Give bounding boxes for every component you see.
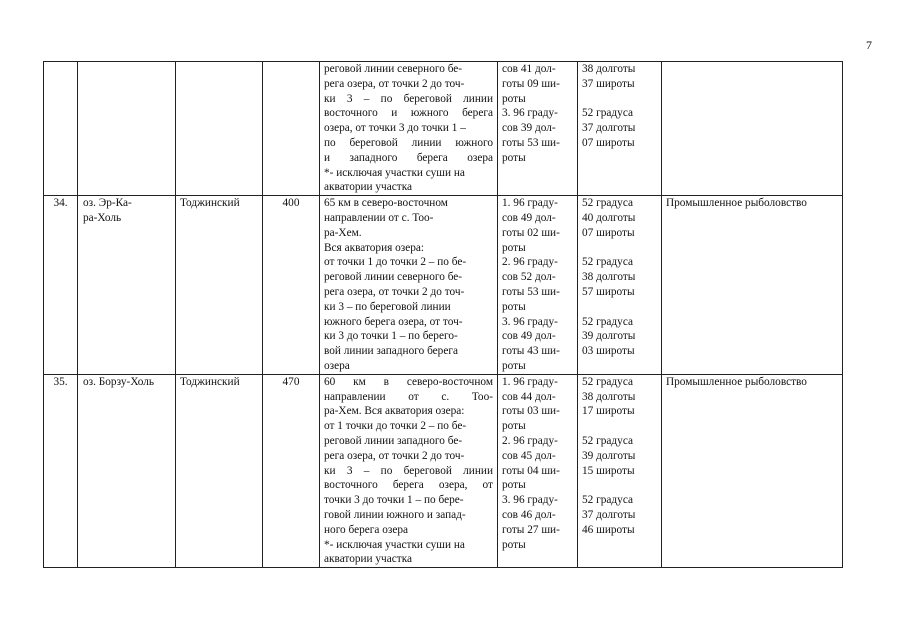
boundary-description-cell [320,62,498,196]
coordinate-degree-line: 17 широты [582,405,635,418]
description-line: Вся акватория озера: [324,241,425,254]
coordinate-degree-line: 52 градуса [582,107,633,120]
area-value: 400 [282,197,300,210]
purpose-cell [662,196,843,375]
blank-line [582,419,657,434]
description-line: направлении от с. Тоо- [324,390,493,403]
coordinates-cell [498,62,578,196]
description-line: акватории участка [324,181,413,194]
coordinate-degree-line: 37 долготы [582,122,636,135]
description-line: восточного берега озера, от [324,479,493,492]
lake-name-cell [78,62,176,196]
description-line: реговой линии северного бе- [324,63,463,75]
description-line: вой линии западного берега [324,345,458,358]
district-cell [176,62,263,196]
coordinate-line: 1. 96 граду- [502,375,558,388]
row-number-cell [44,374,78,567]
description-line: от 1 точки до точки 2 – по бе- [324,420,467,433]
coordinate-degree-line: 39 долготы [582,330,636,343]
coordinate-degree-line: 52 градуса [582,494,633,507]
lake-name-line: оз. Борзу-Холь [83,375,155,388]
coordinate-line: готы 53 ши- [502,285,560,298]
row-number: 34. [53,197,68,210]
coordinate-line: готы 53 ши- [502,136,560,149]
description-line: рега озера, от точки 2 до точ- [324,449,465,462]
row-number: 35. [53,375,68,388]
fishing-areas-table [43,61,843,568]
coordinate-line: готы 04 ши- [502,464,560,477]
description-line: ки 3 – по береговой линии [324,464,493,477]
coordinate-line: сов 41 дол- [502,63,556,75]
coordinate-line: сов 49 дол- [502,211,556,224]
table-body [44,62,843,568]
area-cell [263,374,320,567]
coordinate-line: сов 39 дол- [502,122,556,135]
district-cell [176,196,263,375]
purpose-text: Промышленное рыболовство [666,375,807,388]
blank-line [582,300,657,315]
description-line: *- исключая участки суши на [324,166,465,179]
coordinate-degree-line: 37 широты [582,77,635,90]
table-row [44,374,843,567]
coordinate-degree-line: 52 градуса [582,256,633,269]
coordinate-line: 1. 96 граду- [502,197,558,210]
description-line: озера [324,359,350,372]
boundary-description-cell [320,374,498,567]
purpose-text: Промышленное рыболовство [666,197,807,210]
description-line: 60 км в северо-восточном [324,375,493,388]
blank-line [582,241,657,256]
coordinate-degree-line: 39 долготы [582,449,636,462]
coordinate-line: готы 02 ши- [502,226,560,239]
lake-name-cell [78,374,176,567]
coordinate-line: готы 43 ши- [502,345,560,358]
description-line: озера, от точки 3 до точки 1 – [324,122,466,135]
coordinate-degree-line: 57 широты [582,285,635,298]
description-line: ки 3 – по береговой линии [324,300,451,313]
coordinates-cell [498,196,578,375]
coordinates-cell [498,374,578,567]
coordinate-degree-line: 15 широты [582,464,635,477]
description-line: 65 км в северо-восточном [324,197,448,210]
description-line: рега озера, от точки 2 до точ- [324,77,465,90]
description-line: и западного берега озера [324,151,493,164]
table-row [44,196,843,375]
lake-name-line: оз. Эр-Ка- [83,197,132,210]
boundary-description-cell [320,196,498,375]
coordinate-line: сов 44 дол- [502,390,556,403]
coordinate-line: 2. 96 граду- [502,256,558,269]
lake-name-line: ра-Холь [83,211,122,224]
coordinate-line: роты [502,479,526,492]
description-line: по береговой линии южного [324,136,493,149]
coordinate-line: 3. 96 граду- [502,107,558,120]
description-line: ного берега озера [324,523,409,536]
coordinate-degree-line: 38 долготы [582,390,636,403]
coordinate-line: сов 46 дол- [502,508,556,521]
coordinate-line: роты [502,538,526,551]
description-line: рега озера, от точки 2 до точ- [324,285,465,298]
description-line: от точки 1 до точки 2 – по бе- [324,256,467,269]
coordinate-line: роты [502,92,526,105]
purpose-cell [662,62,843,196]
description-line: ки 3 – по береговой линии [324,92,493,105]
description-line: *- исключая участки суши на [324,538,465,551]
description-line: южного берега озера, от точ- [324,315,463,328]
description-line: восточного и южного берега [324,107,493,120]
description-line: ра-Хем. Вся акватория озера: [324,405,465,418]
coordinate-degree-line: 52 градуса [582,375,633,388]
coordinate-degree-line: 40 долготы [582,211,636,224]
coordinate-line: роты [502,151,526,164]
coordinate-line: 3. 96 граду- [502,315,558,328]
coordinates-degrees-cell [578,196,662,375]
page-number: 7 [866,38,872,52]
area-cell [263,62,320,196]
description-line: точки 3 до точки 1 – по бере- [324,494,464,507]
description-line: акватории участка [324,553,413,566]
description-line: говой линии южного и запад- [324,508,466,521]
coordinates-degrees-cell [578,62,662,196]
coordinate-degree-line: 07 широты [582,226,635,239]
coordinate-line: сов 49 дол- [502,330,556,343]
table-row [44,62,843,196]
row-number-cell [44,196,78,375]
description-line: ра-Хем. [324,226,362,239]
coordinate-line: роты [502,300,526,313]
coordinate-line: готы 03 ши- [502,405,560,418]
district-cell [176,374,263,567]
coordinate-line: роты [502,420,526,433]
coordinates-degrees-cell [578,374,662,567]
coordinate-line: 3. 96 граду- [502,494,558,507]
blank-line [582,92,657,107]
coordinate-degree-line: 07 широты [582,136,635,149]
coordinate-line: роты [502,359,526,372]
coordinate-degree-line: 37 долготы [582,508,636,521]
coordinate-degree-line: 38 долготы [582,63,636,75]
row-number-cell [44,62,78,196]
coordinate-line: 2. 96 граду- [502,434,558,447]
district-name: Тоджинский [180,197,240,210]
coordinate-degree-line: 52 градуса [582,197,633,210]
area-cell [263,196,320,375]
coordinate-degree-line: 52 градуса [582,315,633,328]
coordinate-degree-line: 38 долготы [582,271,636,284]
lake-name-cell [78,196,176,375]
coordinate-line: сов 52 дол- [502,271,556,284]
purpose-cell [662,374,843,567]
coordinate-line: готы 27 ши- [502,523,560,536]
description-line: направлении от с. Тоо- [324,211,434,224]
area-value: 470 [282,375,300,388]
coordinate-degree-line: 46 широты [582,523,635,536]
coordinate-line: сов 45 дол- [502,449,556,462]
coordinate-degree-line: 03 широты [582,345,635,358]
coordinate-line: готы 09 ши- [502,77,560,90]
district-name: Тоджинский [180,375,240,388]
description-line: ки 3 до точки 1 – по берего- [324,330,458,343]
blank-line [582,478,657,493]
description-line: реговой линии западного бе- [324,434,463,447]
coordinate-degree-line: 52 градуса [582,434,633,447]
description-line: реговой линии северного бе- [324,271,463,284]
coordinate-line: роты [502,241,526,254]
